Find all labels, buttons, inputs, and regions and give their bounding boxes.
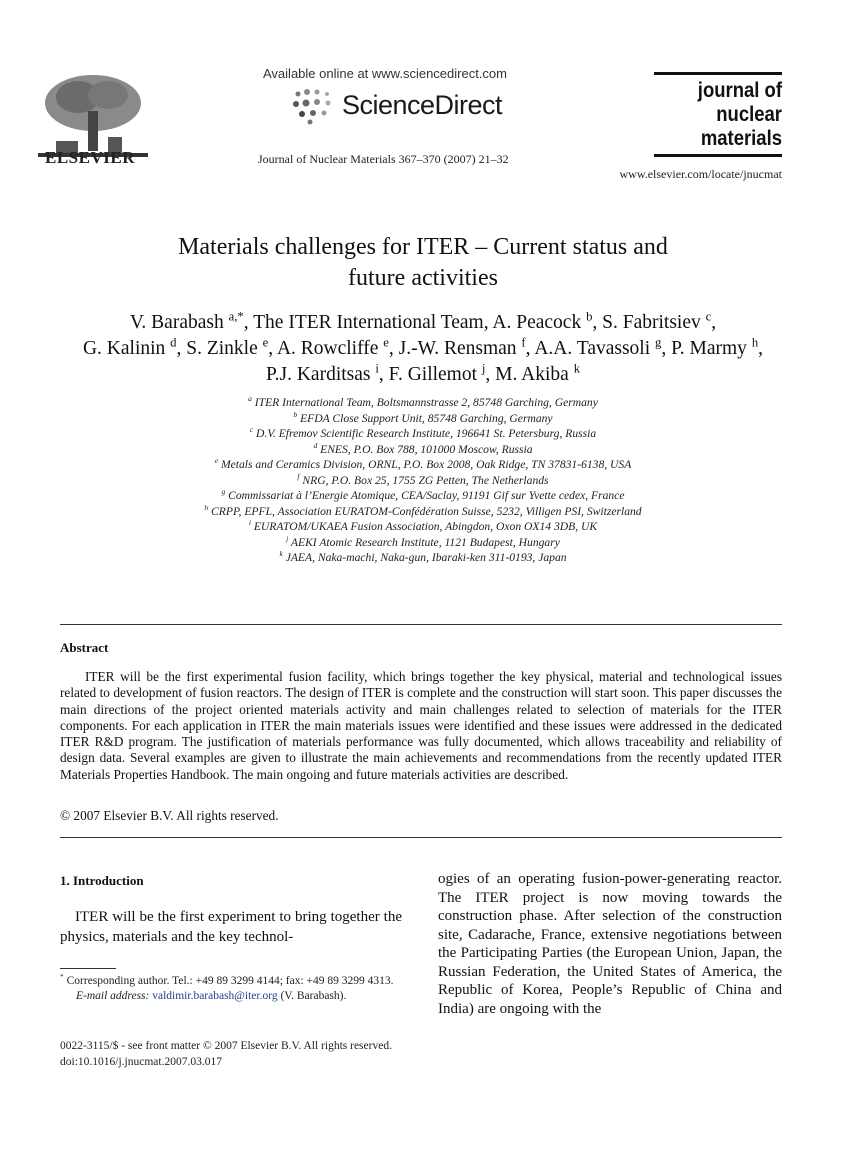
abstract-copyright: © 2007 Elsevier B.V. All rights reserved. <box>60 808 279 823</box>
affiliation-marker: j <box>286 533 289 543</box>
affiliation-marker: i <box>248 518 251 528</box>
author-name: V. Barabash <box>129 312 224 333</box>
affiliation-marker: d <box>313 440 318 450</box>
affiliation-item <box>60 488 786 504</box>
footnote-text: Corresponding author. Tel.: +49 89 3299 4144; fax: +49 89 3299 4313. <box>66 975 394 987</box>
email-suffix: (V. Barabash). <box>280 990 347 1002</box>
affiliation-text: ITER International Team, Boltsmannstrasse 2, 85748 Garching, Germany <box>254 396 598 409</box>
publisher-name: ELSEVIER <box>45 148 135 167</box>
journal-url-link[interactable]: www.elsevier.com/locate/jnucmat <box>619 167 782 181</box>
abstract-heading: Abstract <box>60 640 109 655</box>
author-affiliation-marker: f <box>521 335 526 350</box>
affiliation-item <box>60 504 786 520</box>
affiliation-item <box>60 442 786 458</box>
footnote-contact <box>60 974 402 989</box>
author-name: A. Rowcliffe <box>276 338 379 359</box>
affiliation-text: EURATOM/UKAEA Fusion Association, Abingdon, Oxon OX14 3DB, UK <box>253 520 598 533</box>
author-affiliation-marker: b <box>586 309 593 324</box>
author-name: A. Peacock <box>492 312 582 333</box>
body-text-left-column: ITER will be the first experiment to bring together the physics, materials and the key technol- <box>60 909 402 945</box>
affiliation-text: EFDA Close Support Unit, 85748 Garching, Germany <box>300 411 553 425</box>
author-name: M. Akiba <box>495 364 569 385</box>
affiliation-item <box>60 550 786 566</box>
affiliation-text: D.V. Efremov Scientific Research Institute, 196641 St. Petersburg, Russia <box>256 427 597 440</box>
author-affiliation-marker: a,* <box>228 309 244 324</box>
journal-logo-bottom-rule <box>654 154 782 157</box>
title-line: Materials challenges for ITER – Current status and <box>178 234 668 260</box>
journal-logo-line: journal of <box>697 79 782 102</box>
affiliation-marker: k <box>279 549 283 559</box>
corresponding-author-footnote <box>60 974 402 1004</box>
author-affiliation-marker: h <box>751 335 759 350</box>
author-affiliation-marker: c <box>705 309 712 324</box>
affiliation-item <box>60 411 786 427</box>
abstract-text: ITER will be the first experimental fusion facility, which brings together the key physical, material and technological issues related to development of fusion reactors. The design of ITER is complete and the construction will start soon. This paper discusses the main directions of the project oriented materials activity and main challenges related to selection of materials for the ITER components. For each application in ITER the main materials issues were identified and these issues were addressed in the dedicated ITER R&D program. The justification of materials performance was fully documented, which allows traceability and reliability of design data. Several examples are given to illustrate the main achievements and recommendations from the recently updated ITER Materials Properties Handbook. The main ongoing and future materials activities are described. <box>60 669 782 782</box>
footnote-rule <box>60 968 116 969</box>
journal-logo-top-rule <box>654 72 782 75</box>
affiliation-marker: c <box>249 425 254 435</box>
abstract-bottom-rule <box>60 837 782 838</box>
author-name: S. Fabritsiev <box>602 312 701 333</box>
author-affiliation-marker: e <box>262 335 269 350</box>
email-label: E-mail address: <box>76 990 150 1002</box>
email-link[interactable]: valdimir.barabash@iter.org <box>152 990 278 1002</box>
author-list: V. Barabash $^{a,*}$, The ITER International Team, A. Peacock $^b$, S. Fabritsiev $^c$, G. Kalinin $^d$, S. Zinkle $^e$, A. Rowcliffe $^e$, J.-W. Rensman $^f$, A.A. Tavassoli $^g$, P. Marmy $^h$, P.J. Karditsas $^i$, F. Gillemot $^j$, M. Akiba $^k$ <box>82 309 764 385</box>
author-affiliation-marker: j <box>481 361 486 376</box>
affiliation-item <box>60 395 786 411</box>
author-name: P.J. Karditsas <box>265 364 371 385</box>
affiliation-item <box>60 519 786 535</box>
affiliation-marker: g <box>221 487 226 497</box>
affiliation-text: Commissariat à l’Energie Atomique, CEA/Saclay, 91191 Gif sur Yvette cedex, France <box>228 489 625 502</box>
author-name: P. Marmy <box>671 338 747 359</box>
author-affiliation-marker: k <box>573 361 581 376</box>
sciencedirect-logo-text: ScienceDirect <box>342 90 503 120</box>
affiliation-marker: a <box>248 394 252 404</box>
affiliation-text: NRG, P.O. Box 25, 1755 ZG Petten, The Netherlands <box>302 473 549 487</box>
footnote-email-line <box>60 989 402 1004</box>
title-line: future activities <box>348 265 498 291</box>
author-name: J.-W. Rensman <box>398 338 517 359</box>
paper-title <box>60 232 786 294</box>
footnote-marker: * <box>60 972 64 982</box>
journal-logo-line: nuclear <box>716 103 782 126</box>
affiliation-item <box>60 535 786 551</box>
journal-citation: Journal of Nuclear Materials 367–370 (2007) 21–32 <box>258 152 509 166</box>
author-name: S. Zinkle <box>186 338 258 359</box>
author-name: G. Kalinin <box>82 338 166 359</box>
affiliation-marker: h <box>204 502 209 512</box>
affiliation-text: CRPP, EPFL, Association EURATOM-Confédération Suisse, 5232, Villigen PSI, Switzerland <box>211 504 642 518</box>
author-affiliation-marker: e <box>383 335 389 350</box>
author-affiliation-marker: d <box>170 335 177 350</box>
issn-line: 0022-3115/$ - see front matter © 2007 Elsevier B.V. All rights reserved. <box>60 1040 392 1052</box>
front-matter-notes <box>60 1039 392 1070</box>
section-heading: 1. Introduction <box>60 873 144 888</box>
author-name: The ITER International Team <box>253 312 484 333</box>
doi-line[interactable]: doi:10.1016/j.jnucmat.2007.03.017 <box>60 1055 222 1068</box>
affiliation-text: ENES, P.O. Box 788, 101000 Moscow, Russia <box>320 442 533 456</box>
journal-logo <box>669 79 782 151</box>
affiliation-marker: f <box>297 471 300 481</box>
available-online-text: Available online at www.sciencedirect.com <box>263 66 507 81</box>
author-affiliation-marker: g <box>655 335 662 350</box>
affiliation-list <box>60 395 786 566</box>
affiliation-item <box>60 473 786 489</box>
affiliation-text: JAEA, Naka-machi, Naka-gun, Ibaraki-ken 311-0193, Japan <box>285 551 567 564</box>
affiliation-text: AEKI Atomic Research Institute, 1121 Budapest, Hungary <box>290 535 560 549</box>
journal-logo-line: materials <box>700 127 782 150</box>
affiliation-marker: e <box>214 456 219 466</box>
affiliation-text: Metals and Ceramics Division, ORNL, P.O. Box 2008, Oak Ridge, TN 37831-6138, USA <box>220 458 632 471</box>
sciencedirect-dots-icon <box>290 86 338 126</box>
body-text-right-column: ogies of an operating fusion-power-generating reactor. The ITER project is now moving towards the construction phase. After selection of the construction site, Cadarache, France, extensive negotiations between the Participating Parties (the European Union, Japan, the Russian Federation, the United States of America, the Republic of Korea, People’s Republic of China and India) are ongoing with the <box>438 871 782 1017</box>
affiliation-item <box>60 426 786 442</box>
author-name: A.A. Tavassoli <box>534 338 651 359</box>
author-affiliation-marker: i <box>375 361 379 376</box>
affiliation-marker: b <box>293 409 298 419</box>
abstract-top-rule <box>60 624 782 625</box>
affiliation-item <box>60 457 786 473</box>
author-name: F. Gillemot <box>388 364 478 385</box>
